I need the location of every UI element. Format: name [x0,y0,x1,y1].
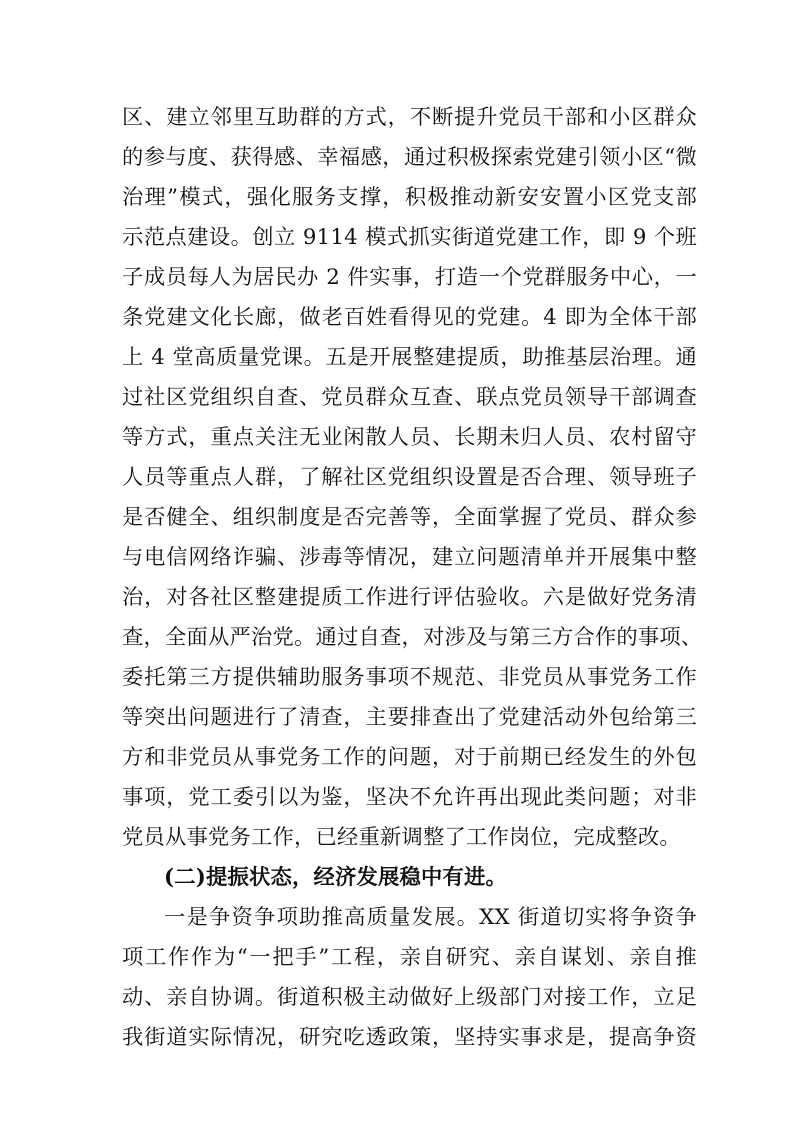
body-text-line: 事项，党工委引以为鉴，坚决不允许再出现此类问题；对非 [122,785,697,810]
body-text-line: 查，全面从严治党。通过自查，对涉及与第三方合作的事项、 [122,625,703,650]
body-text-line: 党员从事党务工作，已经重新调整了工作岗位，完成整改。 [122,825,681,850]
body-text-line: 我街道实际情况，研究吃透政策，坚持实事求是，提高争资 [122,1025,697,1050]
body-text-line: 是否健全、组织制度是否完善等，全面掌握了党员、群众参 [122,505,697,530]
body-text-line: 治理”模式，强化服务支撑，积极推动新安安置小区党支部 [122,185,697,210]
body-text-line: 等方式，重点关注无业闲散人员、长期未归人员、农村留守 [122,425,697,450]
body-text-line: 方和非党员从事党务工作的问题，对于前期已经发生的外包 [122,745,697,770]
body-text-line: 上 4 堂高质量党课。五是开展整建提质，助推基层治理。通 [122,345,697,370]
body-text-line: 人员等重点人群，了解社区党组织设置是否合理、领导班子 [122,465,697,490]
body-text-line: 项工作作为“一把手”工程，亲自研究、亲自谋划、亲自推 [122,945,697,970]
section-heading: (二)提振状态，经济发展稳中有进。 [164,865,508,890]
body-text-line: 治，对各社区整建提质工作进行评估验收。六是做好党务清 [122,585,697,610]
body-text-line: 等突出问题进行了清查，主要排查出了党建活动外包给第三 [122,705,697,730]
body-text-line: 动、亲自协调。街道积极主动做好上级部门对接工作，立足 [122,985,697,1010]
body-text-line: 委托第三方提供辅助服务事项不规范、非党员从事党务工作 [122,665,697,690]
paragraph-first-line: 一是争资争项助推高质量发展。XX 街道切实将争资争 [164,905,697,930]
body-text-line: 与电信网络诈骗、涉毒等情况，建立问题清单并开展集中整 [122,545,697,570]
body-text-line: 条党建文化长廊，做老百姓看得见的党建。4 即为全体干部 [122,305,697,330]
body-text-line: 过社区党组织自查、党员群众互查、联点党员领导干部调查 [122,385,697,410]
body-text-line: 示范点建设。创立 9114 模式抓实街道党建工作，即 9 个班 [122,225,697,250]
body-text-line: 子成员每人为居民办 2 件实事，打造一个党群服务中心，一 [122,265,697,290]
body-text-line: 区、建立邻里互助群的方式，不断提升党员干部和小区群众 [122,105,697,130]
body-text-line: 的参与度、获得感、幸福感，通过积极探索党建引领小区“微 [122,145,697,170]
